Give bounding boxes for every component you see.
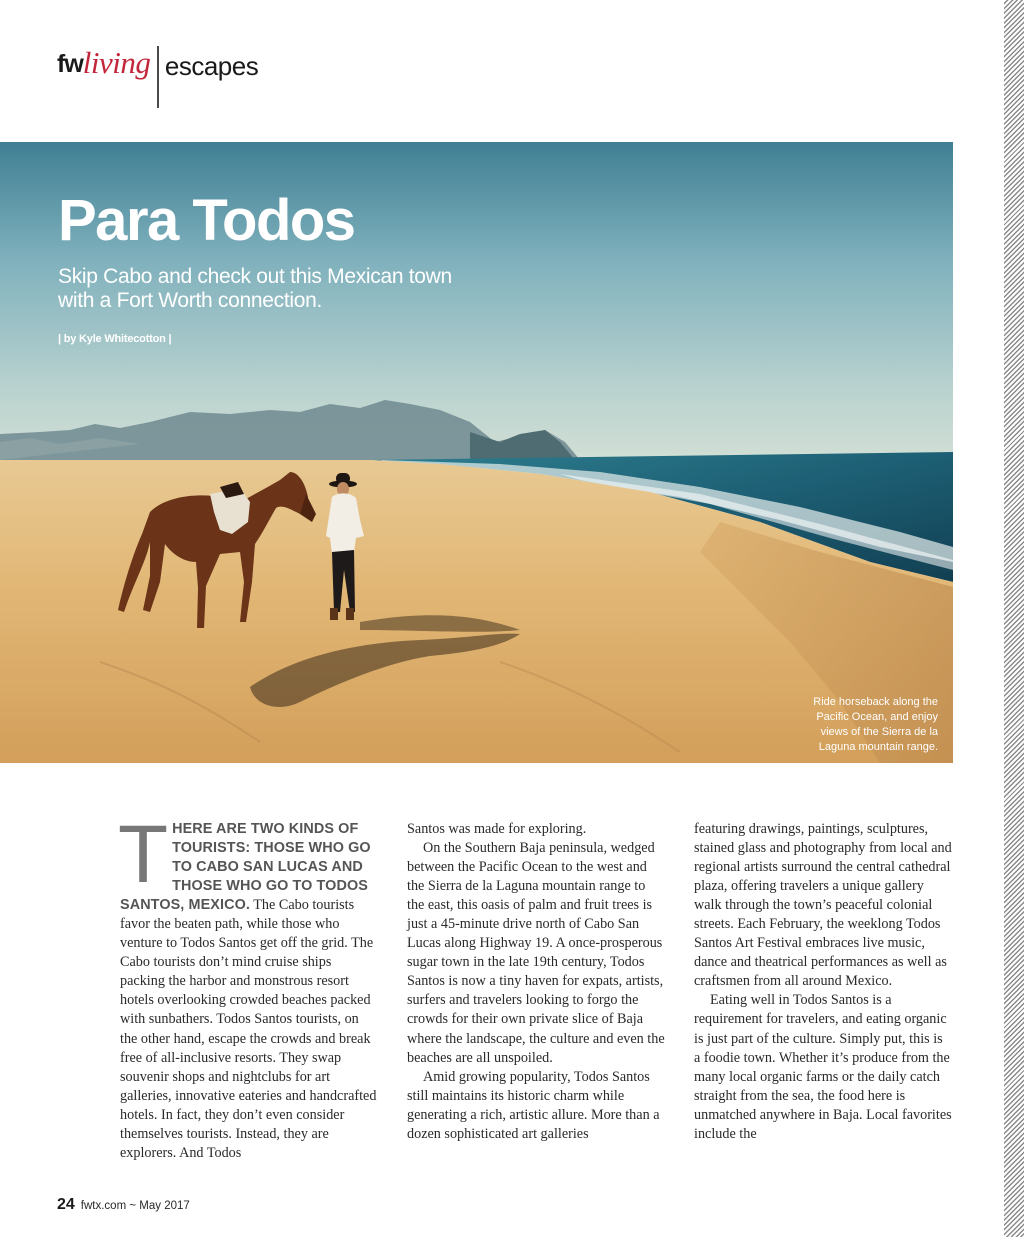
page-number: 24: [57, 1196, 75, 1213]
article-column-3: [694, 820, 952, 1144]
paragraph-text: The Cabo tourists favor the beaten path, while those who venture to Todos Santos get off the grid. The Cabo tourists don’t mind cruise ships packing the harbor and monstrous resort hotels overlooking crowded beaches packed with sunbathers. Todos Santos tourists, on the other hand, escape the crowds and break free of all-inclusive resorts. They swap souvenir shops and nightclubs for art galleries, innovative eateries and handcrafted hotels. In fact, they don’t even consider themselves tourists. Instead, they are explorers. And Todos: [120, 897, 377, 1161]
article-column-2: [407, 820, 665, 1144]
section-name: escapes: [164, 51, 259, 81]
page-folio: [57, 1196, 190, 1214]
brand-fw: fw: [57, 50, 83, 78]
drop-cap: T: [118, 809, 169, 900]
lead-in: HERE ARE TWO KINDS OF TOURISTS: THOSE WHO GO TO CABO SAN LUCAS AND THOSE WHO GO TO TODOS SANTOS, MEXICO.: [120, 821, 371, 914]
article-column-1: [118, 809, 378, 1163]
paragraph: featuring drawings, paintings, sculptures, stained glass and photography from local and regional artists surround the central cathedral plaza, offering travelers a unique gallery walk through the town’s peaceful colonial streets. Each February, the weeklong Todos Santos Art Festival embraces live music, dance and theatrical performances as well as craftsmen from all around Mexico.: [694, 821, 952, 990]
lead-paragraph: [118, 809, 378, 1163]
byline: | by Kyle Whitecotton |: [58, 333, 172, 345]
paragraph: On the Southern Baja peninsula, wedged between the Pacific Ocean to the west and the Sierra de la Laguna mountain range to the east, this oasis of palm and fruit trees is just a 45-minute drive north of Cabo San Lucas along Highway 19. A once-prosperous sugar town in the late 19th century, Todos Santos is now a tiny haven for expats, artists, surfers and travelers looking to forgo the crowds for their own private slice of Baja where the landscape, the culture and even the beaches are all unspoiled.: [407, 840, 665, 1066]
article-title: Para Todos: [58, 188, 355, 253]
section-logo: [57, 46, 258, 108]
photo-caption: Ride horseback along the Pacific Ocean, and enjoy views of the Sierra de la Laguna mountain range.: [813, 696, 938, 753]
paragraph: Eating well in Todos Santos is a requirement for travelers, and eating organic is just part of the culture. Simply put, this is a foodie town. Whether it’s produce from the many local organic farms or the daily catch straight from the sea, the food here is unmatched anywhere in Baja. Local favorites include the: [694, 992, 952, 1142]
paragraph: Santos was made for exploring.: [407, 821, 587, 837]
brand-living: living: [82, 45, 151, 80]
paragraph: Amid growing popularity, Todos Santos still maintains its historic charm while generating a rich, artistic allure. More than a dozen sophisticated art galleries: [407, 1068, 660, 1142]
logo-divider: [157, 46, 159, 108]
page-edge-hatch: [1002, 0, 1024, 1237]
article-dek: Skip Cabo and check out this Mexican town with a Fort Worth connection.: [58, 265, 452, 312]
publication-date: fwtx.com ~ May 2017: [80, 1200, 190, 1212]
